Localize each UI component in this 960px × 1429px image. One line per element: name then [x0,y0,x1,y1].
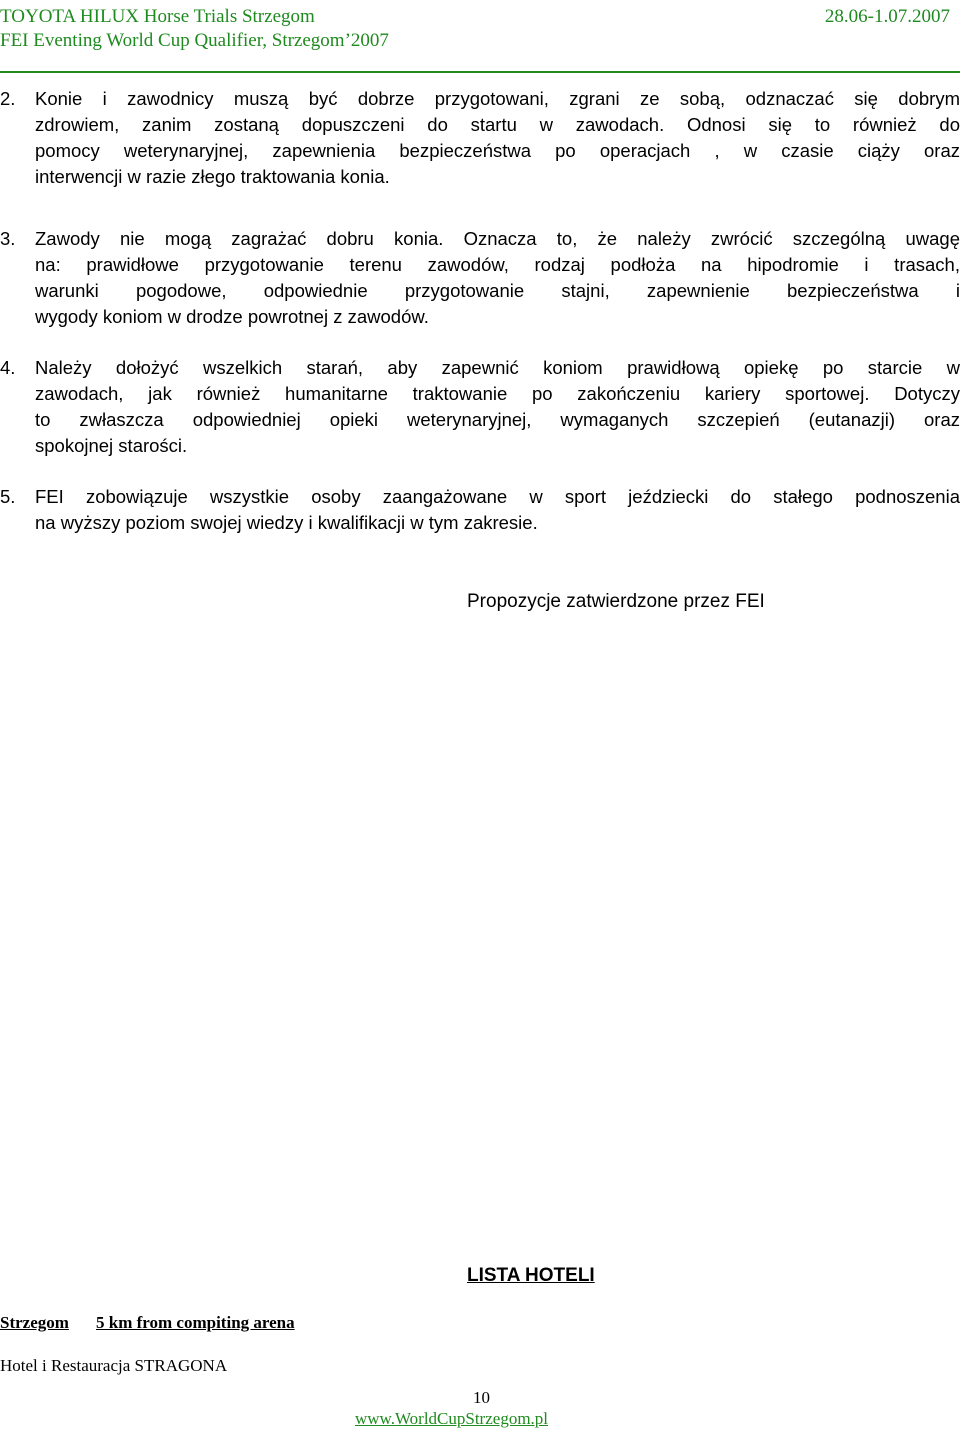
item-text-line: zawodach, jak również humanitarne traktowanie po zakończeniu kariery sportowej. Dotyczy [35,383,960,404]
item-text [35,86,960,190]
approval-note: Propozycje zatwierdzone przez FEI [467,591,765,612]
hotel-distance: 5 km from compiting arena [96,1313,295,1332]
item-text-line: warunki pogodowe, odpowiednie przygotowanie stajni, zapewnienie bezpieczeństwa i [35,280,960,301]
event-dates: 28.06-1.07.2007 [824,6,950,27]
item-text-line: spokojnej starości. [35,435,188,456]
hotel-location: Strzegom [0,1313,69,1332]
item-number: 3. [0,228,16,249]
hotel-list-heading: LISTA HOTELI [467,1265,595,1286]
item-text-line: na: prawidłowe przygotowanie terenu zawodów, rodzaj podłoża na hipodromie i trasach, [35,254,960,275]
item-text [35,484,960,536]
item-text-line: zdrowiem, zanim zostaną dopuszczeni do startu w zawodach. Odnosi się to również do [35,114,960,135]
event-title: TOYOTA HILUX Horse Trials Strzegom [0,6,315,27]
item-text-line: to zwłaszcza odpowiedniej opieki weterynaryjnej, wymaganych szczepień (eutanazji) oraz [35,409,960,430]
item-text [35,355,960,459]
item-text-line: interwencji w razie złego traktowania konia. [35,166,390,187]
item-number: 4. [0,357,16,378]
item-text-line: Konie i zawodnicy muszą być dobrze przygotowani, zgrani ze sobą, odznaczać się dobrym [35,88,960,109]
page-number: 10 [473,1388,490,1407]
item-text-line: wygody koniom w drodze powrotnej z zawodów. [35,306,429,327]
item-text-line: na wyższy poziom swojej wiedzy i kwalifikacji w tym zakresie. [35,512,538,533]
header-divider [0,71,960,73]
event-subtitle: FEI Eventing World Cup Qualifier, Strzegom’2007 [0,30,389,51]
hotel-name: Hotel i Restauracja STRAGONA [0,1356,228,1375]
item-number: 5. [0,486,16,507]
item-text-line: pomocy weterynaryjnej, zapewnienia bezpieczeństwa po operacjach , w czasie ciąży oraz [35,140,960,161]
item-text-line: FEI zobowiązuje wszystkie osoby zaangażowane w sport jeździecki do stałego podnoszenia [35,486,960,507]
item-text-line: Zawody nie mogą zagrażać dobru konia. Oznacza to, że należy zwrócić szczególną uwagę [35,228,960,249]
item-text-line: Należy dołożyć wszelkich starań, aby zapewnić koniom prawidłową opiekę po starcie w [35,357,960,378]
item-text [35,226,960,330]
item-number: 2. [0,88,16,109]
website-link[interactable]: www.WorldCupStrzegom.pl [355,1409,549,1428]
